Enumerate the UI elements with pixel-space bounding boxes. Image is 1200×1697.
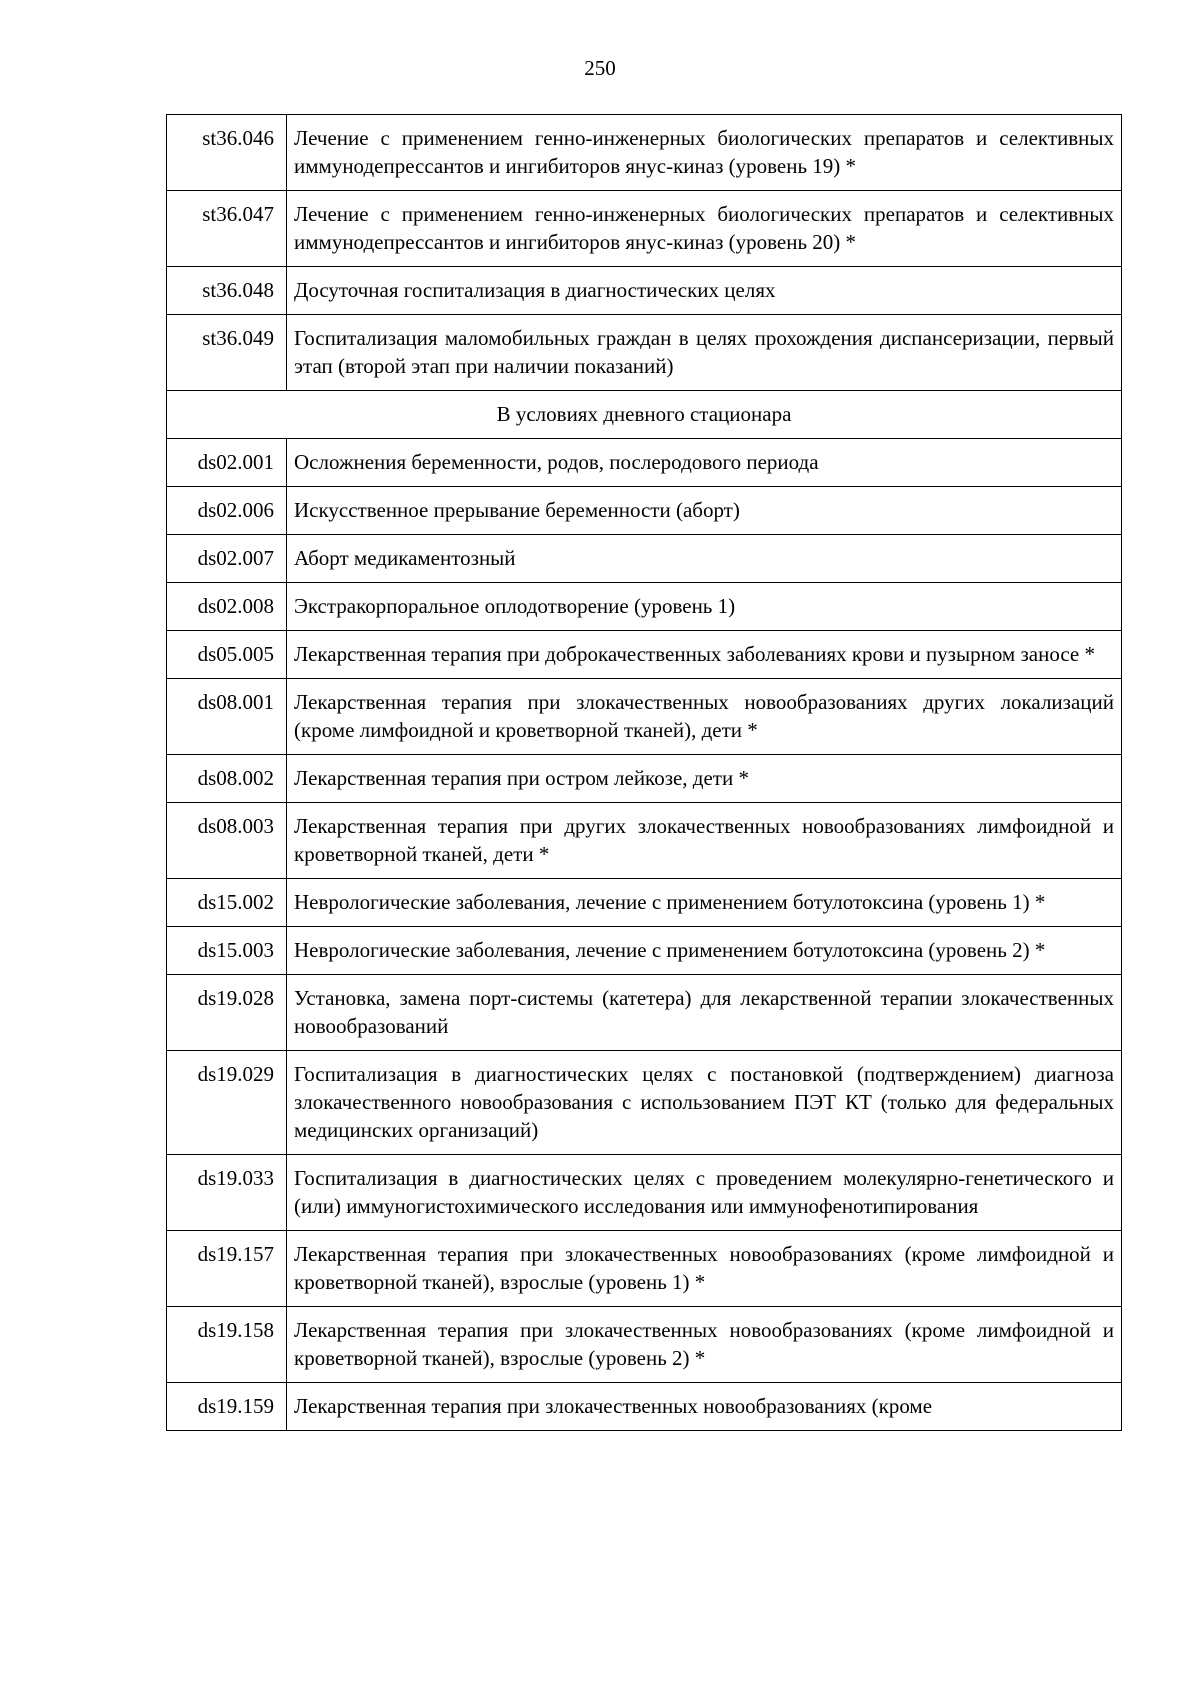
code-cell: st36.049 [167,315,287,391]
table-row [167,631,1122,679]
table-body [167,115,1122,1431]
table-row [167,927,1122,975]
table-row [167,679,1122,755]
description-cell: Лекарственная терапия при остром лейкозе, дети * [287,755,1122,803]
description-cell: Неврологические заболевания, лечение с применением ботулотоксина (уровень 1) * [287,879,1122,927]
table-row [167,115,1122,191]
table-row [167,535,1122,583]
code-cell: ds19.033 [167,1155,287,1231]
table-row [167,583,1122,631]
table-row [167,1051,1122,1155]
description-cell: Лекарственная терапия при других злокачественных новообразованиях лимфоидной и кроветворной тканей, дети * [287,803,1122,879]
description-cell: Госпитализация в диагностических целях с проведением молекулярно-генетического и (или) иммуногистохимического исследования или иммунофенотипирования [287,1155,1122,1231]
description-cell: Досуточная госпитализация в диагностических целях [287,267,1122,315]
code-cell: ds19.159 [167,1383,287,1431]
description-cell: Лечение с применением генно-инженерных биологических препаратов и селективных иммунодепрессантов и ингибиторов янус-киназ (уровень 19) * [287,115,1122,191]
code-cell: ds19.028 [167,975,287,1051]
table-row [167,975,1122,1051]
code-cell: ds08.001 [167,679,287,755]
section-row [167,391,1122,439]
table-row [167,1155,1122,1231]
table-row [167,1307,1122,1383]
table-row [167,191,1122,267]
table-row [167,1383,1122,1431]
section-heading: В условиях дневного стационара [167,391,1122,439]
code-cell: ds19.029 [167,1051,287,1155]
description-cell: Экстракорпоральное оплодотворение (уровень 1) [287,583,1122,631]
code-cell: ds15.003 [167,927,287,975]
code-cell: ds02.006 [167,487,287,535]
code-table [166,114,1122,1431]
code-cell: ds19.158 [167,1307,287,1383]
description-cell: Лечение с применением генно-инженерных биологических препаратов и селективных иммунодепрессантов и ингибиторов янус-киназ (уровень 20) * [287,191,1122,267]
table-row [167,439,1122,487]
table-row [167,803,1122,879]
code-cell: ds08.002 [167,755,287,803]
description-cell: Установка, замена порт-системы (катетера) для лекарственной терапии злокачественных новообразований [287,975,1122,1051]
code-cell: ds02.007 [167,535,287,583]
description-cell: Лекарственная терапия при доброкачественных заболеваниях крови и пузырном заносе * [287,631,1122,679]
code-cell: ds15.002 [167,879,287,927]
table-row [167,755,1122,803]
description-cell: Аборт медикаментозный [287,535,1122,583]
code-cell: ds02.008 [167,583,287,631]
code-cell: ds05.005 [167,631,287,679]
code-cell: st36.046 [167,115,287,191]
table-row [167,315,1122,391]
description-cell: Осложнения беременности, родов, послеродового периода [287,439,1122,487]
table-row [167,267,1122,315]
table-row [167,1231,1122,1307]
description-cell: Искусственное прерывание беременности (аборт) [287,487,1122,535]
code-cell: ds08.003 [167,803,287,879]
description-cell: Госпитализация маломобильных граждан в целях прохождения диспансеризации, первый этап (второй этап при наличии показаний) [287,315,1122,391]
table-row [167,487,1122,535]
description-cell: Лекарственная терапия при злокачественных новообразованиях (кроме [287,1383,1122,1431]
description-cell: Лекарственная терапия при злокачественных новообразованиях (кроме лимфоидной и кроветворной тканей), взрослые (уровень 1) * [287,1231,1122,1307]
table-row [167,879,1122,927]
code-cell: ds19.157 [167,1231,287,1307]
description-cell: Неврологические заболевания, лечение с применением ботулотоксина (уровень 2) * [287,927,1122,975]
page-number: 250 [584,56,616,80]
code-cell: ds02.001 [167,439,287,487]
description-cell: Лекарственная терапия при злокачественных новообразованиях (кроме лимфоидной и кроветворной тканей), взрослые (уровень 2) * [287,1307,1122,1383]
code-cell: st36.047 [167,191,287,267]
code-cell: st36.048 [167,267,287,315]
description-cell: Госпитализация в диагностических целях с постановкой (подтверждением) диагноза злокачественного новообразования с использованием ПЭТ КТ (только для федеральных медицинских организаций) [287,1051,1122,1155]
description-cell: Лекарственная терапия при злокачественных новообразованиях других локализаций (кроме лимфоидной и кроветворной тканей), дети * [287,679,1122,755]
